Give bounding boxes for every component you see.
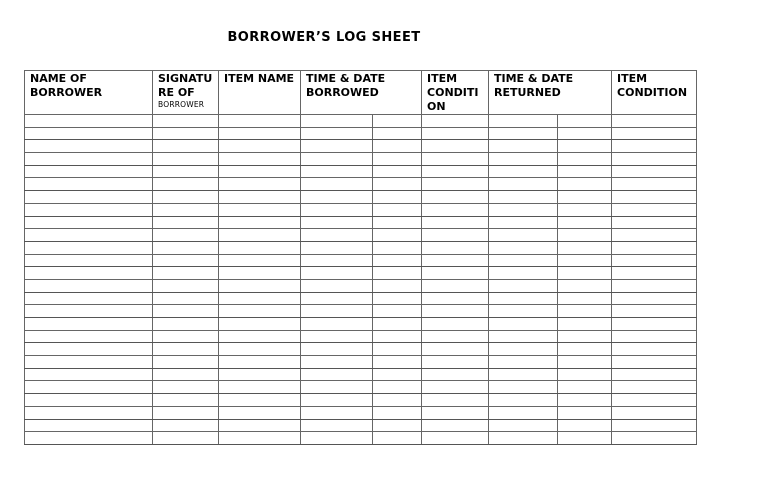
cell-signature[interactable] xyxy=(153,115,219,128)
log-row xyxy=(25,279,697,292)
cell-date-borrowed[interactable] xyxy=(373,318,422,331)
log-row xyxy=(25,191,697,204)
cell-time-returned[interactable] xyxy=(489,191,558,204)
cell-time-returned[interactable] xyxy=(489,368,558,381)
log-row xyxy=(25,127,697,140)
cell-item-name[interactable] xyxy=(219,305,301,318)
cell-name-of-borrower[interactable] xyxy=(25,318,153,331)
cell-signature[interactable] xyxy=(153,165,219,178)
cell-date-returned[interactable] xyxy=(558,153,612,166)
header-item-name: ITEM NAME xyxy=(219,71,301,115)
cell-date-borrowed[interactable] xyxy=(373,279,422,292)
cell-name-of-borrower[interactable] xyxy=(25,216,153,229)
log-row xyxy=(25,432,697,445)
cell-time-returned[interactable] xyxy=(489,241,558,254)
cell-date-returned[interactable] xyxy=(558,267,612,280)
cell-time-borrowed[interactable] xyxy=(301,368,373,381)
cell-item-condition-returned[interactable] xyxy=(612,241,697,254)
cell-item-condition-borrowed[interactable] xyxy=(422,229,489,242)
cell-item-condition-borrowed[interactable] xyxy=(422,241,489,254)
cell-item-name[interactable] xyxy=(219,330,301,343)
cell-item-condition-returned[interactable] xyxy=(612,191,697,204)
cell-date-returned[interactable] xyxy=(558,368,612,381)
cell-item-condition-borrowed[interactable] xyxy=(422,381,489,394)
cell-item-name[interactable] xyxy=(219,318,301,331)
cell-item-condition-borrowed[interactable] xyxy=(422,279,489,292)
cell-time-returned[interactable] xyxy=(489,305,558,318)
cell-date-borrowed[interactable] xyxy=(373,140,422,153)
cell-name-of-borrower[interactable] xyxy=(25,305,153,318)
cell-item-condition-borrowed[interactable] xyxy=(422,165,489,178)
cell-name-of-borrower[interactable] xyxy=(25,381,153,394)
log-row xyxy=(25,356,697,369)
cell-date-returned[interactable] xyxy=(558,229,612,242)
cell-item-condition-returned[interactable] xyxy=(612,229,697,242)
cell-item-name[interactable] xyxy=(219,279,301,292)
cell-item-condition-borrowed[interactable] xyxy=(422,432,489,445)
cell-item-condition-borrowed[interactable] xyxy=(422,292,489,305)
cell-time-borrowed[interactable] xyxy=(301,229,373,242)
cell-date-borrowed[interactable] xyxy=(373,165,422,178)
cell-item-condition-borrowed[interactable] xyxy=(422,368,489,381)
cell-time-borrowed[interactable] xyxy=(301,241,373,254)
cell-time-borrowed[interactable] xyxy=(301,254,373,267)
cell-date-returned[interactable] xyxy=(558,178,612,191)
cell-date-borrowed[interactable] xyxy=(373,267,422,280)
cell-time-returned[interactable] xyxy=(489,292,558,305)
cell-item-condition-borrowed[interactable] xyxy=(422,153,489,166)
cell-time-borrowed[interactable] xyxy=(301,127,373,140)
cell-item-name[interactable] xyxy=(219,343,301,356)
cell-signature[interactable] xyxy=(153,140,219,153)
cell-item-name[interactable] xyxy=(219,127,301,140)
cell-item-name[interactable] xyxy=(219,394,301,407)
cell-item-name[interactable] xyxy=(219,241,301,254)
header-name-of-borrower: NAME OF BORROWER xyxy=(25,71,153,115)
log-row xyxy=(25,229,697,242)
cell-item-condition-returned[interactable] xyxy=(612,305,697,318)
cell-date-returned[interactable] xyxy=(558,343,612,356)
cell-date-returned[interactable] xyxy=(558,254,612,267)
cell-time-returned[interactable] xyxy=(489,165,558,178)
cell-time-borrowed[interactable] xyxy=(301,305,373,318)
cell-signature[interactable] xyxy=(153,381,219,394)
cell-item-name[interactable] xyxy=(219,254,301,267)
cell-item-condition-borrowed[interactable] xyxy=(422,419,489,432)
cell-date-returned[interactable] xyxy=(558,292,612,305)
cell-date-borrowed[interactable] xyxy=(373,419,422,432)
cell-name-of-borrower[interactable] xyxy=(25,406,153,419)
header-time-date-borrowed: TIME & DATE BORROWED xyxy=(301,71,422,115)
cell-time-returned[interactable] xyxy=(489,279,558,292)
cell-date-borrowed[interactable] xyxy=(373,381,422,394)
cell-name-of-borrower[interactable] xyxy=(25,432,153,445)
cell-date-borrowed[interactable] xyxy=(373,216,422,229)
cell-item-condition-returned[interactable] xyxy=(612,368,697,381)
cell-time-returned[interactable] xyxy=(489,229,558,242)
cell-date-borrowed[interactable] xyxy=(373,394,422,407)
cell-name-of-borrower[interactable] xyxy=(25,127,153,140)
cell-name-of-borrower[interactable] xyxy=(25,267,153,280)
cell-time-returned[interactable] xyxy=(489,406,558,419)
cell-item-condition-borrowed[interactable] xyxy=(422,178,489,191)
cell-item-name[interactable] xyxy=(219,216,301,229)
cell-date-borrowed[interactable] xyxy=(373,191,422,204)
cell-time-returned[interactable] xyxy=(489,127,558,140)
cell-time-borrowed[interactable] xyxy=(301,115,373,128)
cell-date-borrowed[interactable] xyxy=(373,254,422,267)
cell-item-condition-returned[interactable] xyxy=(612,343,697,356)
log-row xyxy=(25,343,697,356)
header-time-date-returned: TIME & DATE RETURNED xyxy=(489,71,612,115)
log-row xyxy=(25,330,697,343)
cell-signature[interactable] xyxy=(153,330,219,343)
log-body xyxy=(25,115,697,445)
cell-item-condition-borrowed[interactable] xyxy=(422,203,489,216)
cell-time-borrowed[interactable] xyxy=(301,165,373,178)
cell-item-condition-borrowed[interactable] xyxy=(422,356,489,369)
log-row xyxy=(25,292,697,305)
cell-item-condition-returned[interactable] xyxy=(612,292,697,305)
cell-time-borrowed[interactable] xyxy=(301,356,373,369)
cell-signature[interactable] xyxy=(153,216,219,229)
cell-name-of-borrower[interactable] xyxy=(25,419,153,432)
cell-time-borrowed[interactable] xyxy=(301,419,373,432)
cell-item-name[interactable] xyxy=(219,406,301,419)
header-item-condition-borrowed: ITEM CONDITI ON xyxy=(422,71,489,115)
header-row xyxy=(25,71,697,115)
log-row xyxy=(25,115,697,128)
borrower-log-table xyxy=(24,70,697,445)
cell-time-borrowed[interactable] xyxy=(301,140,373,153)
cell-item-name[interactable] xyxy=(219,229,301,242)
cell-date-returned[interactable] xyxy=(558,127,612,140)
cell-item-name[interactable] xyxy=(219,419,301,432)
cell-item-name[interactable] xyxy=(219,203,301,216)
cell-time-borrowed[interactable] xyxy=(301,318,373,331)
log-row xyxy=(25,153,697,166)
cell-time-returned[interactable] xyxy=(489,343,558,356)
cell-signature[interactable] xyxy=(153,318,219,331)
cell-item-condition-returned[interactable] xyxy=(612,140,697,153)
cell-item-name[interactable] xyxy=(219,165,301,178)
cell-signature[interactable] xyxy=(153,229,219,242)
cell-item-condition-returned[interactable] xyxy=(612,330,697,343)
header-signature-line1: SIGNATU xyxy=(158,72,213,85)
header-signature-of-borrower xyxy=(153,71,219,115)
page-title: BORROWER’S LOG SHEET xyxy=(227,30,421,45)
cell-item-condition-returned[interactable] xyxy=(612,419,697,432)
cell-signature[interactable] xyxy=(153,279,219,292)
cell-date-borrowed[interactable] xyxy=(373,241,422,254)
cell-item-condition-returned[interactable] xyxy=(612,216,697,229)
cell-date-returned[interactable] xyxy=(558,305,612,318)
cell-date-returned[interactable] xyxy=(558,318,612,331)
cell-item-condition-returned[interactable] xyxy=(612,267,697,280)
cell-name-of-borrower[interactable] xyxy=(25,254,153,267)
cell-date-borrowed[interactable] xyxy=(373,203,422,216)
header-signature-sub: BORROWER xyxy=(158,100,205,109)
cell-name-of-borrower[interactable] xyxy=(25,368,153,381)
cell-date-returned[interactable] xyxy=(558,356,612,369)
cell-signature[interactable] xyxy=(153,127,219,140)
log-row xyxy=(25,381,697,394)
cell-date-returned[interactable] xyxy=(558,165,612,178)
cell-signature[interactable] xyxy=(153,254,219,267)
cell-time-returned[interactable] xyxy=(489,153,558,166)
cell-name-of-borrower[interactable] xyxy=(25,229,153,242)
cell-signature[interactable] xyxy=(153,292,219,305)
cell-date-borrowed[interactable] xyxy=(373,127,422,140)
cell-item-condition-returned[interactable] xyxy=(612,394,697,407)
cell-date-borrowed[interactable] xyxy=(373,292,422,305)
cell-item-condition-returned[interactable] xyxy=(612,178,697,191)
cell-time-returned[interactable] xyxy=(489,178,558,191)
cell-time-returned[interactable] xyxy=(489,330,558,343)
cell-date-returned[interactable] xyxy=(558,115,612,128)
log-row xyxy=(25,178,697,191)
cell-item-condition-returned[interactable] xyxy=(612,115,697,128)
cell-date-returned[interactable] xyxy=(558,432,612,445)
cell-item-name[interactable] xyxy=(219,368,301,381)
cell-item-name[interactable] xyxy=(219,267,301,280)
cell-time-borrowed[interactable] xyxy=(301,343,373,356)
cell-item-condition-borrowed[interactable] xyxy=(422,127,489,140)
cell-time-returned[interactable] xyxy=(489,394,558,407)
cell-time-borrowed[interactable] xyxy=(301,191,373,204)
cell-time-returned[interactable] xyxy=(489,216,558,229)
cell-time-borrowed[interactable] xyxy=(301,330,373,343)
log-row xyxy=(25,254,697,267)
log-row xyxy=(25,406,697,419)
cell-time-returned[interactable] xyxy=(489,381,558,394)
cell-item-condition-returned[interactable] xyxy=(612,318,697,331)
cell-date-borrowed[interactable] xyxy=(373,406,422,419)
cell-item-condition-borrowed[interactable] xyxy=(422,267,489,280)
cell-time-returned[interactable] xyxy=(489,432,558,445)
cell-item-condition-borrowed[interactable] xyxy=(422,305,489,318)
cell-time-borrowed[interactable] xyxy=(301,279,373,292)
cell-item-condition-borrowed[interactable] xyxy=(422,394,489,407)
cell-item-name[interactable] xyxy=(219,140,301,153)
cell-time-borrowed[interactable] xyxy=(301,381,373,394)
cell-name-of-borrower[interactable] xyxy=(25,394,153,407)
cell-signature[interactable] xyxy=(153,153,219,166)
cell-time-returned[interactable] xyxy=(489,140,558,153)
cell-signature[interactable] xyxy=(153,305,219,318)
log-row xyxy=(25,394,697,407)
cell-item-condition-returned[interactable] xyxy=(612,356,697,369)
log-row xyxy=(25,305,697,318)
cell-signature[interactable] xyxy=(153,419,219,432)
log-row xyxy=(25,419,697,432)
cell-item-name[interactable] xyxy=(219,115,301,128)
cell-time-borrowed[interactable] xyxy=(301,432,373,445)
cell-date-returned[interactable] xyxy=(558,191,612,204)
log-row xyxy=(25,267,697,280)
cell-date-borrowed[interactable] xyxy=(373,178,422,191)
cell-signature[interactable] xyxy=(153,394,219,407)
cell-time-borrowed[interactable] xyxy=(301,153,373,166)
cell-name-of-borrower[interactable] xyxy=(25,343,153,356)
cell-name-of-borrower[interactable] xyxy=(25,140,153,153)
cell-name-of-borrower[interactable] xyxy=(25,203,153,216)
cell-item-condition-borrowed[interactable] xyxy=(422,216,489,229)
log-row xyxy=(25,140,697,153)
cell-name-of-borrower[interactable] xyxy=(25,165,153,178)
cell-item-name[interactable] xyxy=(219,178,301,191)
header-item-condition-returned: ITEM CONDITION xyxy=(612,71,697,115)
cell-time-returned[interactable] xyxy=(489,254,558,267)
cell-item-name[interactable] xyxy=(219,292,301,305)
log-row xyxy=(25,368,697,381)
cell-item-condition-borrowed[interactable] xyxy=(422,115,489,128)
cell-item-condition-borrowed[interactable] xyxy=(422,406,489,419)
cell-item-condition-returned[interactable] xyxy=(612,165,697,178)
cell-item-condition-returned[interactable] xyxy=(612,254,697,267)
cell-time-borrowed[interactable] xyxy=(301,394,373,407)
cell-time-returned[interactable] xyxy=(489,267,558,280)
cell-name-of-borrower[interactable] xyxy=(25,330,153,343)
log-row xyxy=(25,203,697,216)
cell-item-condition-borrowed[interactable] xyxy=(422,318,489,331)
cell-signature[interactable] xyxy=(153,267,219,280)
cell-signature[interactable] xyxy=(153,368,219,381)
cell-time-borrowed[interactable] xyxy=(301,203,373,216)
cell-time-borrowed[interactable] xyxy=(301,267,373,280)
cell-item-condition-returned[interactable] xyxy=(612,203,697,216)
cell-date-borrowed[interactable] xyxy=(373,115,422,128)
header-signature-line2: RE OF xyxy=(158,86,195,99)
cell-item-name[interactable] xyxy=(219,191,301,204)
log-row xyxy=(25,241,697,254)
cell-date-returned[interactable] xyxy=(558,279,612,292)
cell-date-returned[interactable] xyxy=(558,203,612,216)
cell-date-borrowed[interactable] xyxy=(373,153,422,166)
cell-item-condition-borrowed[interactable] xyxy=(422,330,489,343)
cell-signature[interactable] xyxy=(153,203,219,216)
cell-name-of-borrower[interactable] xyxy=(25,241,153,254)
cell-date-returned[interactable] xyxy=(558,394,612,407)
cell-name-of-borrower[interactable] xyxy=(25,191,153,204)
log-row xyxy=(25,165,697,178)
log-row xyxy=(25,216,697,229)
cell-signature[interactable] xyxy=(153,406,219,419)
cell-name-of-borrower[interactable] xyxy=(25,292,153,305)
cell-signature[interactable] xyxy=(153,432,219,445)
cell-date-returned[interactable] xyxy=(558,381,612,394)
cell-signature[interactable] xyxy=(153,178,219,191)
cell-time-returned[interactable] xyxy=(489,115,558,128)
cell-signature[interactable] xyxy=(153,191,219,204)
cell-date-borrowed[interactable] xyxy=(373,432,422,445)
cell-item-condition-returned[interactable] xyxy=(612,153,697,166)
cell-date-returned[interactable] xyxy=(558,216,612,229)
cell-item-condition-borrowed[interactable] xyxy=(422,191,489,204)
cell-item-condition-borrowed[interactable] xyxy=(422,343,489,356)
cell-date-borrowed[interactable] xyxy=(373,330,422,343)
cell-name-of-borrower[interactable] xyxy=(25,356,153,369)
cell-date-returned[interactable] xyxy=(558,419,612,432)
cell-date-returned[interactable] xyxy=(558,330,612,343)
cell-item-condition-returned[interactable] xyxy=(612,127,697,140)
cell-item-name[interactable] xyxy=(219,381,301,394)
cell-time-returned[interactable] xyxy=(489,318,558,331)
cell-date-returned[interactable] xyxy=(558,140,612,153)
cell-date-borrowed[interactable] xyxy=(373,356,422,369)
cell-date-borrowed[interactable] xyxy=(373,305,422,318)
cell-item-name[interactable] xyxy=(219,153,301,166)
cell-time-borrowed[interactable] xyxy=(301,216,373,229)
log-row xyxy=(25,318,697,331)
cell-signature[interactable] xyxy=(153,241,219,254)
cell-item-condition-borrowed[interactable] xyxy=(422,140,489,153)
cell-date-borrowed[interactable] xyxy=(373,343,422,356)
cell-name-of-borrower[interactable] xyxy=(25,115,153,128)
cell-item-condition-returned[interactable] xyxy=(612,381,697,394)
cell-item-condition-borrowed[interactable] xyxy=(422,254,489,267)
cell-time-returned[interactable] xyxy=(489,356,558,369)
cell-name-of-borrower[interactable] xyxy=(25,178,153,191)
cell-item-condition-returned[interactable] xyxy=(612,279,697,292)
cell-date-returned[interactable] xyxy=(558,406,612,419)
cell-item-condition-returned[interactable] xyxy=(612,406,697,419)
cell-name-of-borrower[interactable] xyxy=(25,279,153,292)
cell-time-borrowed[interactable] xyxy=(301,292,373,305)
cell-date-returned[interactable] xyxy=(558,241,612,254)
cell-date-borrowed[interactable] xyxy=(373,229,422,242)
cell-item-name[interactable] xyxy=(219,432,301,445)
cell-date-borrowed[interactable] xyxy=(373,368,422,381)
cell-item-name[interactable] xyxy=(219,356,301,369)
cell-item-condition-returned[interactable] xyxy=(612,432,697,445)
cell-time-returned[interactable] xyxy=(489,419,558,432)
cell-time-borrowed[interactable] xyxy=(301,406,373,419)
cell-time-returned[interactable] xyxy=(489,203,558,216)
cell-time-borrowed[interactable] xyxy=(301,178,373,191)
cell-signature[interactable] xyxy=(153,343,219,356)
cell-name-of-borrower[interactable] xyxy=(25,153,153,166)
cell-signature[interactable] xyxy=(153,356,219,369)
